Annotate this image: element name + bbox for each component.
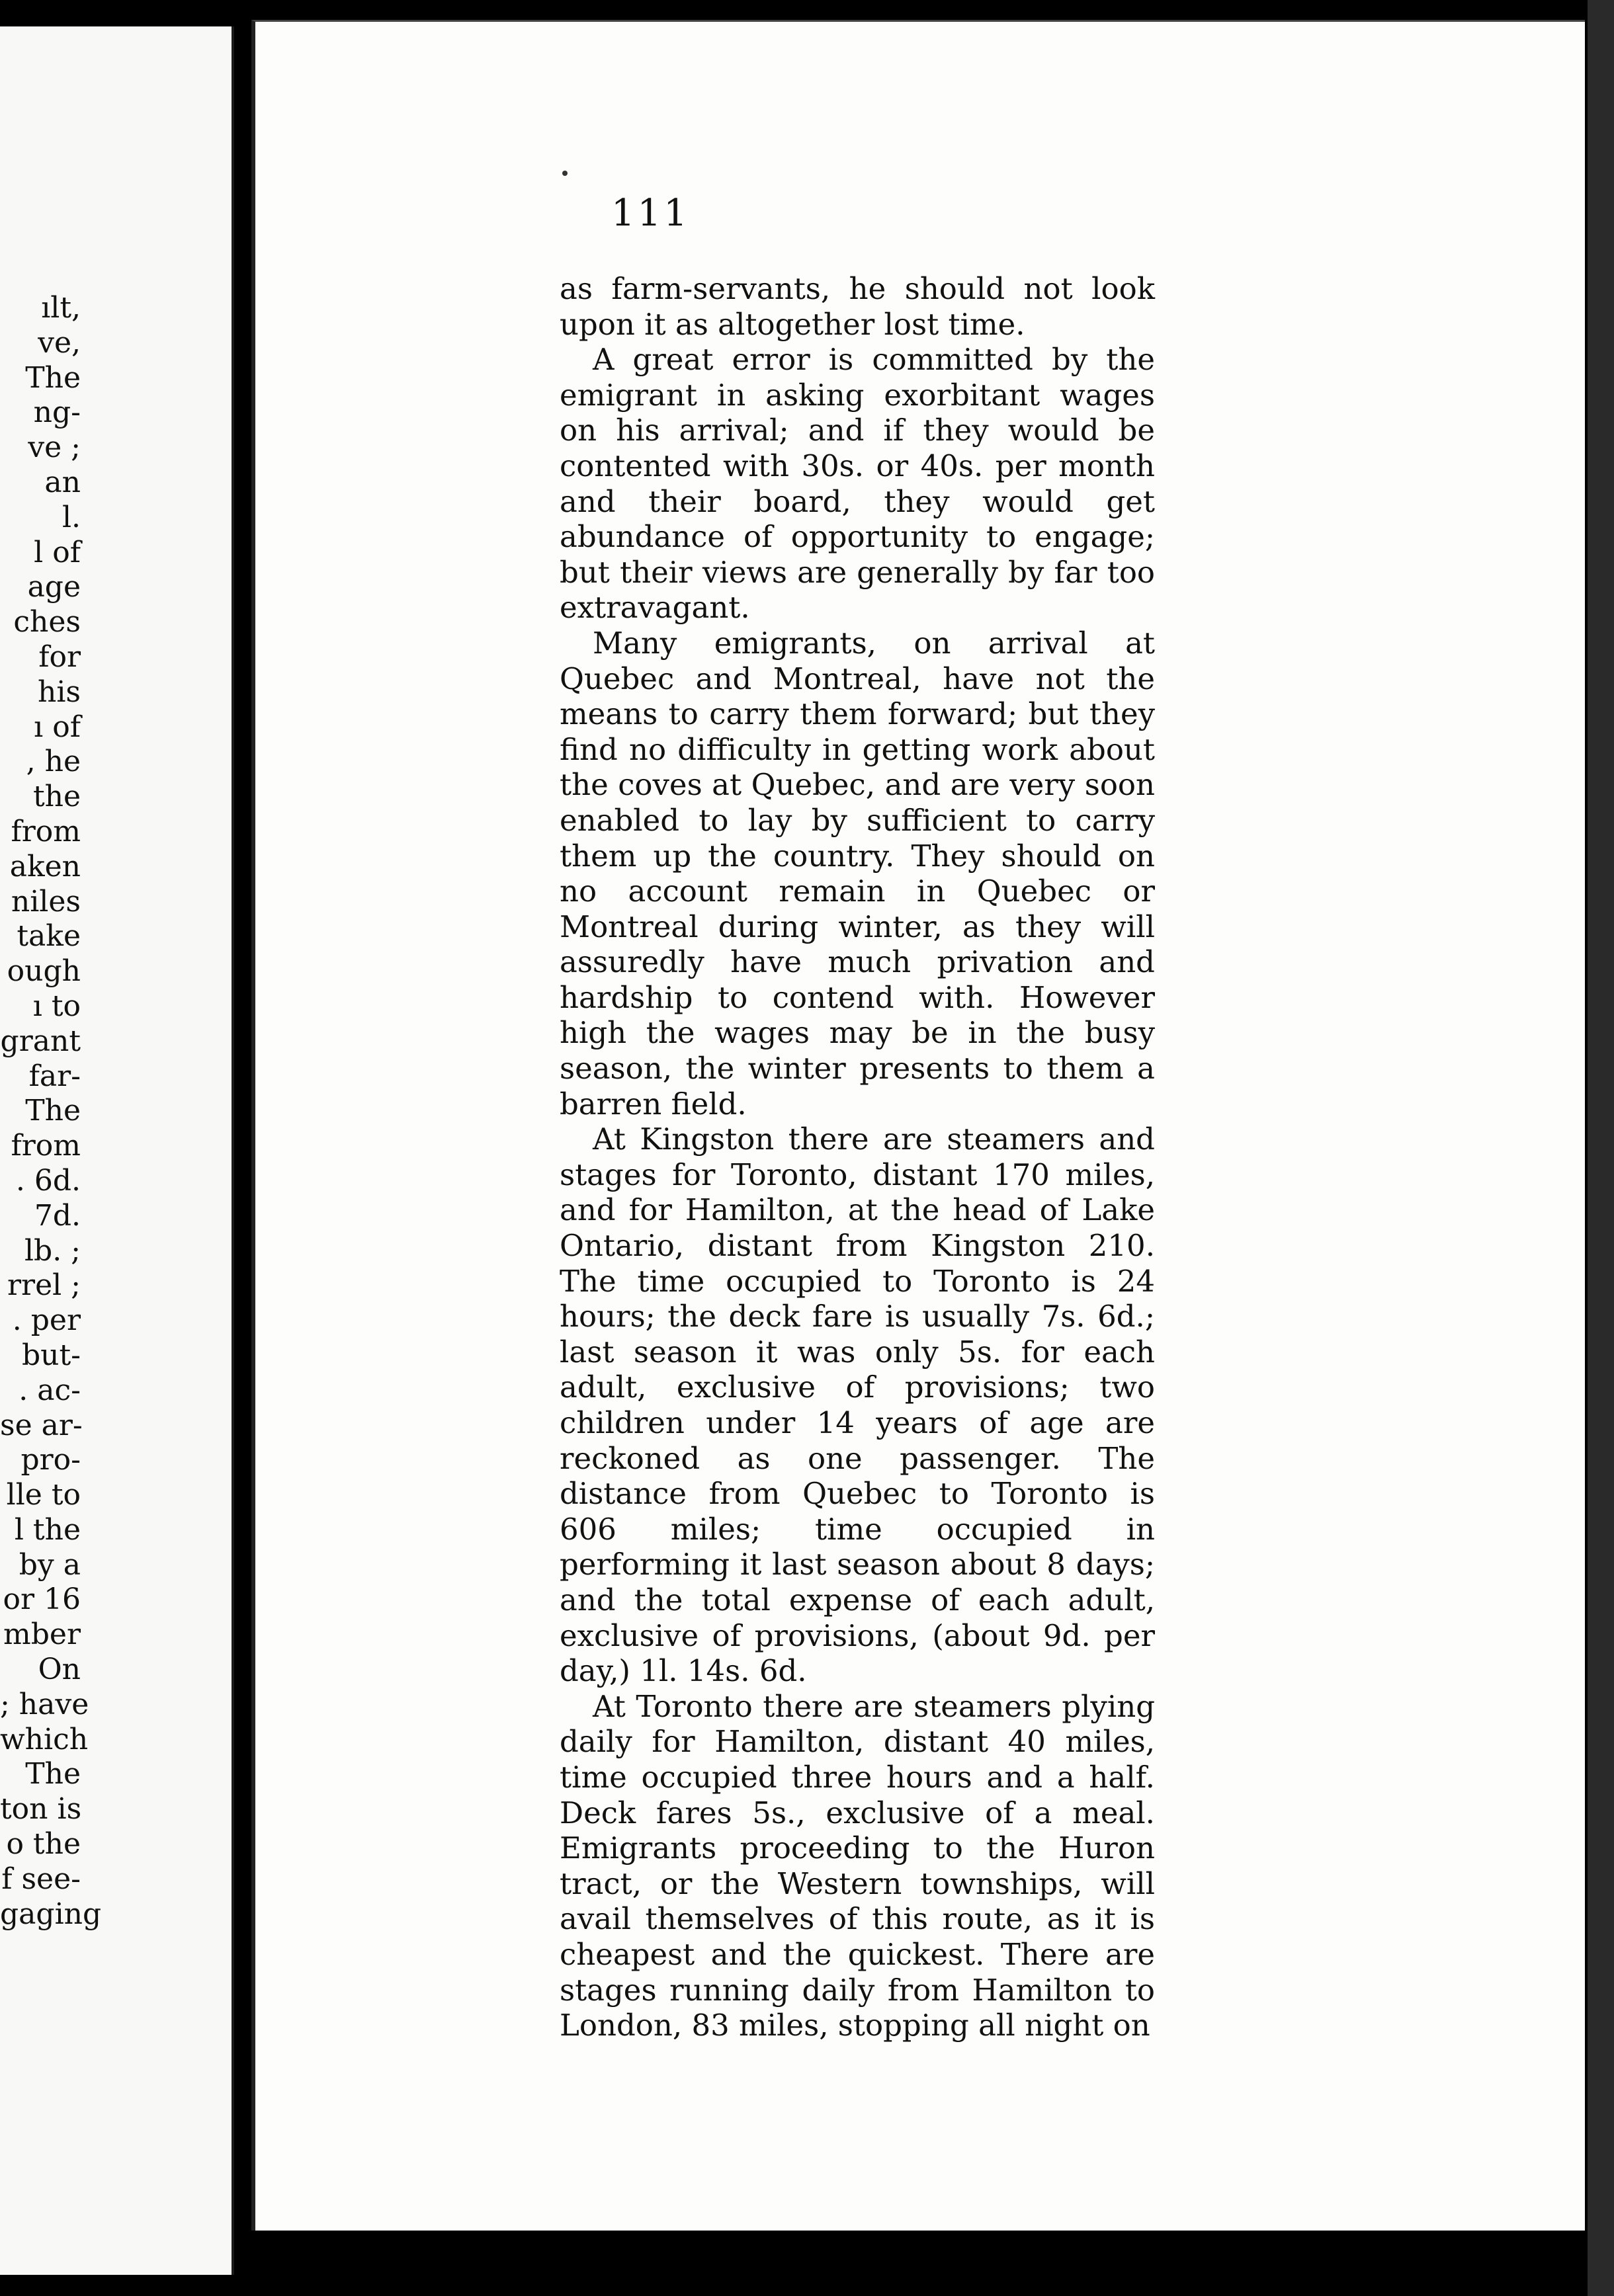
left-page-line: gaging [0, 1897, 102, 1931]
left-page-line: for [38, 639, 81, 674]
left-page-line: by a [19, 1547, 81, 1582]
left-page-line: l of [34, 535, 81, 569]
left-page-line: pro- [21, 1443, 81, 1477]
left-page-line: niles [11, 884, 81, 919]
left-page-line: On [38, 1653, 81, 1687]
left-page-line: . ac- [19, 1373, 81, 1407]
left-page-line: ve ; [28, 430, 81, 465]
left-page-line: aken [9, 849, 81, 883]
left-page-line: . 6d. [15, 1163, 81, 1198]
paragraph: Many emigrants, on arrival at Quebec and Montreal, have not the means to carry them forward; but they find no difficulty in getting work about the coves at Quebec, and are very soon enabled to lay by sufficient to carry them up the country. They should on no account remain in Quebec or Montreal during winter, as they will assuredly have much privation and hardship to contend with. However high the wages may be in the busy season, the winter presents to them a barren field. [560, 625, 1155, 1122]
paragraph: At Kingston there are steamers and stages for Toronto, distant 170 miles, and for Hamilton, at the head of Lake Ontario, distant from Kingston 210. The time occupied to Toronto is 24 hours; the deck fare is usually 7s. 6d.; last season it was only 5s. for each adult, exclusive of provisions; two children under 14 years of age are reckoned as one passenger. The distance from Quebec to Toronto is 606 miles; time occupied in performing it last season about 8 days; and the total expense of each adult, exclusive of provisions, (about 9d. per day,) 1l. 14s. 6d. [560, 1122, 1155, 1689]
left-page-line: the [32, 780, 81, 814]
left-page-line: from [11, 1129, 81, 1163]
left-page-line: , he [26, 745, 81, 779]
left-page-line: The [25, 1757, 81, 1791]
left-page-line: from [11, 814, 81, 848]
left-page-line: l the [14, 1512, 81, 1547]
left-page-line: lle to [6, 1478, 81, 1512]
left-page-line: rrel ; [7, 1268, 81, 1303]
left-page-line: take [17, 919, 81, 954]
left-page-line: an [44, 465, 81, 499]
left-page-line: ı to [32, 989, 81, 1023]
left-page-line: mber [3, 1618, 81, 1652]
left-page-line: ches [13, 605, 81, 639]
left-page-line: ng- [33, 395, 81, 430]
paragraph: At Toronto there are steamers plying daily for Hamilton, distant 40 miles, time occupied three hours and a half. Deck fares 5s., exclusive of a meal. Emigrants proceeding to the Huron tract, or the Western townships, will avail themselves of this route, as it is cheapest and the quickest. There are stages running daily from Hamilton to London, 83 miles, stopping all night on [560, 1688, 1155, 2043]
left-page-line: ton is [0, 1792, 82, 1826]
left-page-line: ı of [34, 710, 81, 744]
left-page-line: ough [7, 954, 81, 989]
left-page-line: ılt, [41, 291, 81, 325]
body-text [560, 271, 1155, 2043]
left-page-line: o the [6, 1827, 81, 1862]
left-page-line: The [25, 1094, 81, 1128]
left-page-line: 7d. [34, 1198, 81, 1233]
left-page-line: f see- [1, 1862, 81, 1896]
left-page-line: but- [21, 1338, 81, 1372]
left-page-line: which [0, 1722, 89, 1756]
left-page-line: or 16 [3, 1582, 81, 1617]
left-page [0, 26, 234, 2275]
left-page-line: se ar- [0, 1408, 83, 1442]
left-page-line: lb. ; [24, 1233, 81, 1268]
paragraph: as farm-servants, he should not look upon it as altogether lost time. [560, 271, 1155, 342]
left-page-line: . per [12, 1303, 81, 1338]
left-page-fragments [0, 291, 102, 1932]
paragraph: A great error is committed by the emigrant in asking exorbitant wages on his arrival; and if they would be contented with 30s. or 40s. per month and their board, they would get abundance of opportunity to engage; but their views are generally by far too extravagant. [560, 342, 1155, 626]
left-page-line: far- [28, 1059, 81, 1093]
left-page-line: ve, [38, 325, 81, 360]
page-number: 111 [611, 192, 690, 235]
left-page-line: grant [0, 1024, 81, 1058]
left-page-line: ; have [0, 1687, 89, 1721]
stray-mark [562, 171, 568, 176]
left-page-line: his [38, 675, 81, 709]
left-page-line: age [27, 570, 81, 604]
page-edge [1588, 0, 1614, 2296]
left-page-line: l. [62, 500, 81, 534]
left-page-line: The [25, 360, 81, 395]
